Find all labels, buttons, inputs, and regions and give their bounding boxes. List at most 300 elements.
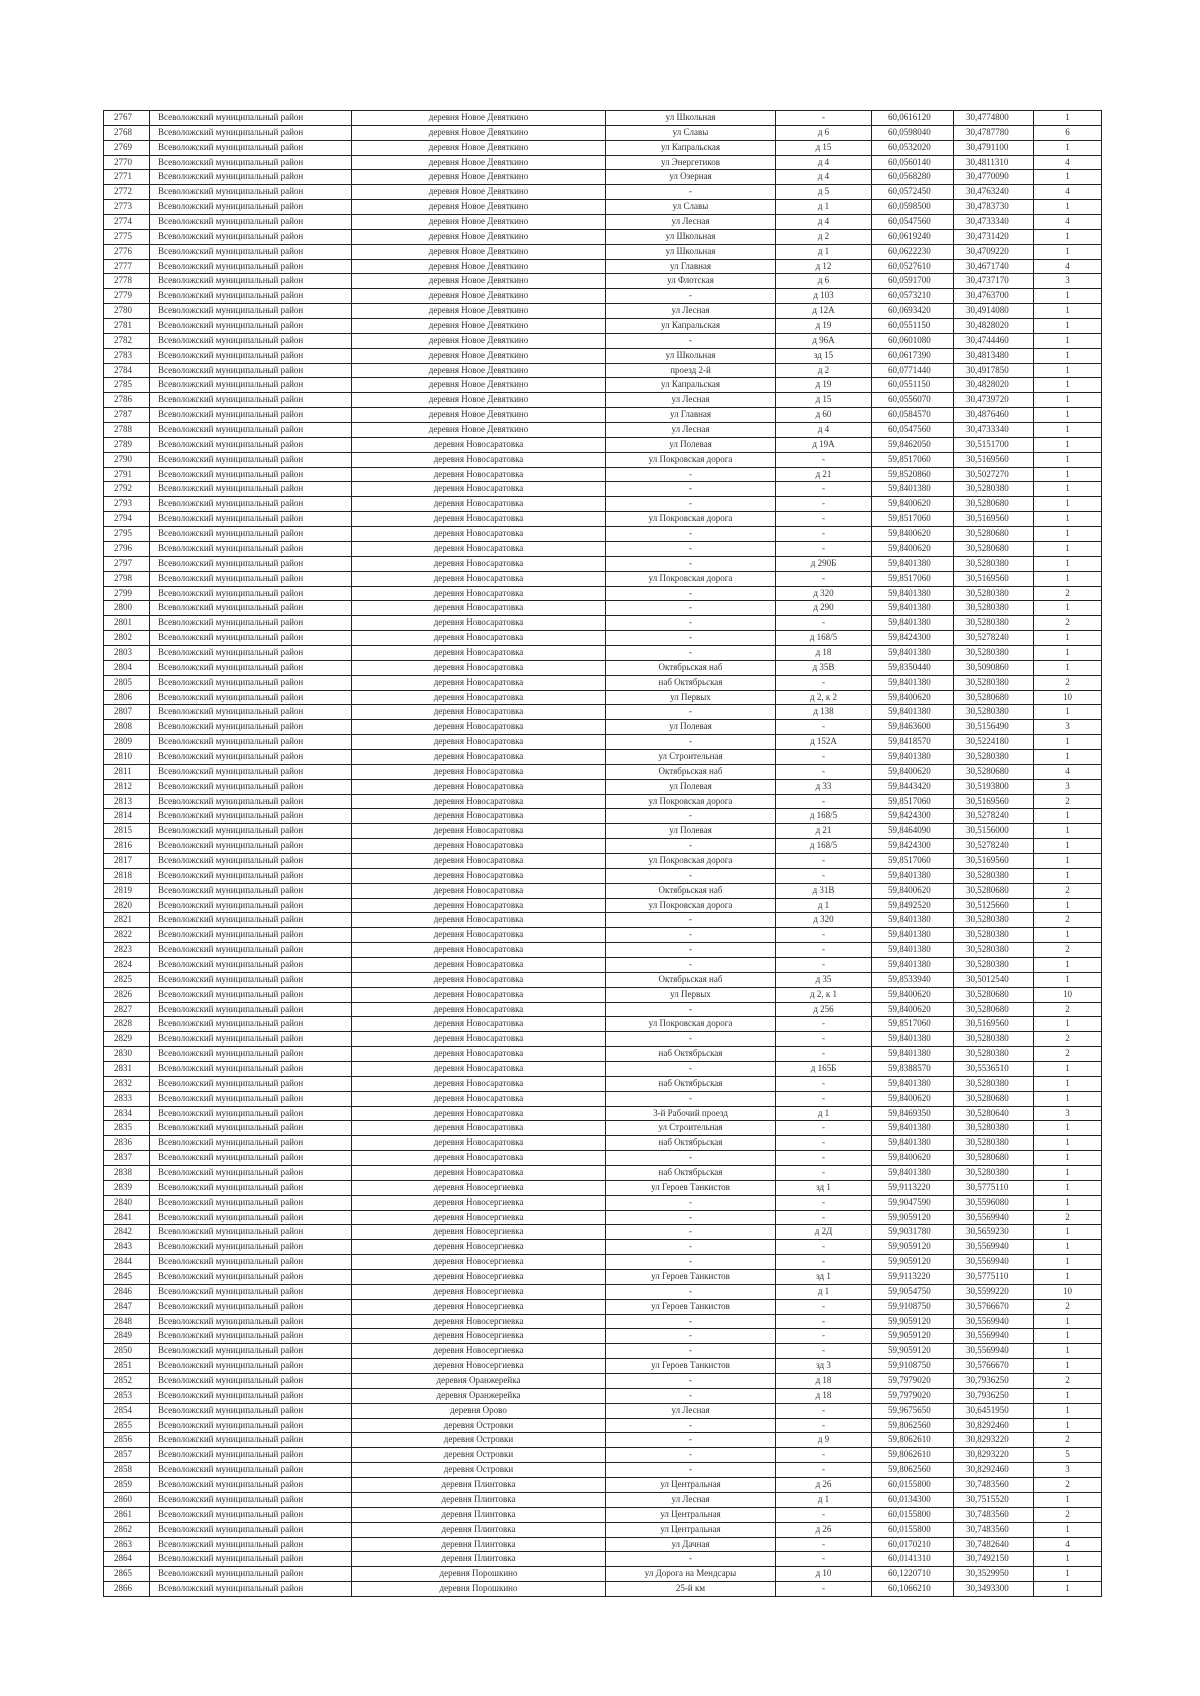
locality-cell: деревня Островки <box>352 1463 606 1478</box>
longitude-cell: 30,4811310 <box>954 155 1034 170</box>
locality-cell: деревня Новосаратовка <box>352 720 606 735</box>
count-cell: 1 <box>1034 1344 1102 1359</box>
street-cell: - <box>606 1255 776 1270</box>
street-cell: ул Капральская <box>606 378 776 393</box>
row-number-cell: 2811 <box>104 764 150 779</box>
street-cell: ул Покровская дорога <box>606 571 776 586</box>
table-row <box>104 452 1102 467</box>
latitude-cell: 59,8401380 <box>872 601 954 616</box>
count-cell: 3 <box>1034 1106 1102 1121</box>
longitude-cell: 30,7936250 <box>954 1374 1034 1389</box>
street-cell: ул Покровская дорога <box>606 853 776 868</box>
district-cell: Всеволожский муниципальный район <box>150 928 352 943</box>
locality-cell: деревня Новосаратовка <box>352 987 606 1002</box>
street-cell: ул Школьная <box>606 348 776 363</box>
latitude-cell: 59,8401380 <box>872 616 954 631</box>
house-cell: - <box>776 527 872 542</box>
house-cell: - <box>776 1210 872 1225</box>
district-cell: Всеволожский муниципальный район <box>150 527 352 542</box>
house-cell: - <box>776 512 872 527</box>
table-row <box>104 1240 1102 1255</box>
row-number-cell: 2864 <box>104 1552 150 1567</box>
locality-cell: деревня Новосаратовка <box>352 764 606 779</box>
row-number-cell: 2794 <box>104 512 150 527</box>
table-row <box>104 527 1102 542</box>
district-cell: Всеволожский муниципальный район <box>150 1062 352 1077</box>
longitude-cell: 30,4828020 <box>954 319 1034 334</box>
latitude-cell: 60,0527610 <box>872 259 954 274</box>
latitude-cell: 60,0601080 <box>872 333 954 348</box>
latitude-cell: 59,8400620 <box>872 1091 954 1106</box>
house-cell: д 290Б <box>776 556 872 571</box>
house-cell: - <box>776 1032 872 1047</box>
street-cell: ул Лесная <box>606 393 776 408</box>
longitude-cell: 30,8293220 <box>954 1448 1034 1463</box>
count-cell: 1 <box>1034 170 1102 185</box>
district-cell: Всеволожский муниципальный район <box>150 631 352 646</box>
latitude-cell: 60,0556070 <box>872 393 954 408</box>
latitude-cell: 59,8401380 <box>872 1166 954 1181</box>
house-cell: д 256 <box>776 1002 872 1017</box>
row-number-cell: 2835 <box>104 1121 150 1136</box>
district-cell: Всеволожский муниципальный район <box>150 1032 352 1047</box>
latitude-cell: 59,9113220 <box>872 1180 954 1195</box>
house-cell: - <box>776 1418 872 1433</box>
locality-cell: деревня Новосаратовка <box>352 1076 606 1091</box>
street-cell: - <box>606 1314 776 1329</box>
district-cell: Всеволожский муниципальный район <box>150 586 352 601</box>
district-cell: Всеволожский муниципальный район <box>150 1567 352 1582</box>
latitude-cell: 60,0560140 <box>872 155 954 170</box>
count-cell: 1 <box>1034 408 1102 423</box>
row-number-cell: 2803 <box>104 645 150 660</box>
table-row <box>104 482 1102 497</box>
locality-cell: деревня Новосаратовка <box>352 705 606 720</box>
row-number-cell: 2827 <box>104 1002 150 1017</box>
district-cell: Всеволожский муниципальный район <box>150 571 352 586</box>
district-cell: Всеволожский муниципальный район <box>150 645 352 660</box>
longitude-cell: 30,5280680 <box>954 690 1034 705</box>
count-cell: 2 <box>1034 1299 1102 1314</box>
row-number-cell: 2775 <box>104 229 150 244</box>
table-row <box>104 1106 1102 1121</box>
house-cell: - <box>776 541 872 556</box>
locality-cell: деревня Новосаратовка <box>352 1032 606 1047</box>
locality-cell: деревня Новосаратовка <box>352 631 606 646</box>
table-row <box>104 1076 1102 1091</box>
street-cell: наб Октябрьская <box>606 1136 776 1151</box>
table-row <box>104 735 1102 750</box>
house-cell: д 6 <box>776 125 872 140</box>
row-number-cell: 2862 <box>104 1522 150 1537</box>
table-row <box>104 586 1102 601</box>
latitude-cell: 59,8469350 <box>872 1106 954 1121</box>
latitude-cell: 59,8401380 <box>872 943 954 958</box>
street-cell: - <box>606 601 776 616</box>
house-cell: д 4 <box>776 423 872 438</box>
house-cell: д 1 <box>776 200 872 215</box>
row-number-cell: 2833 <box>104 1091 150 1106</box>
district-cell: Всеволожский муниципальный район <box>150 467 352 482</box>
longitude-cell: 30,4813480 <box>954 348 1034 363</box>
count-cell: 4 <box>1034 185 1102 200</box>
house-cell: - <box>776 1091 872 1106</box>
street-cell: ул Дачная <box>606 1537 776 1552</box>
house-cell: д 15 <box>776 140 872 155</box>
row-number-cell: 2859 <box>104 1478 150 1493</box>
count-cell: 1 <box>1034 1240 1102 1255</box>
longitude-cell: 30,5151700 <box>954 437 1034 452</box>
longitude-cell: 30,5280680 <box>954 764 1034 779</box>
latitude-cell: 59,8464090 <box>872 824 954 839</box>
locality-cell: деревня Новое Девяткино <box>352 408 606 423</box>
street-cell: - <box>606 943 776 958</box>
house-cell: д 96А <box>776 333 872 348</box>
street-cell: - <box>606 333 776 348</box>
longitude-cell: 30,4791100 <box>954 140 1034 155</box>
locality-cell: деревня Новое Девяткино <box>352 274 606 289</box>
table-row <box>104 883 1102 898</box>
count-cell: 1 <box>1034 497 1102 512</box>
row-number-cell: 2767 <box>104 111 150 126</box>
longitude-cell: 30,5569940 <box>954 1314 1034 1329</box>
locality-cell: деревня Новосаратовка <box>352 868 606 883</box>
locality-cell: деревня Новосергиевка <box>352 1210 606 1225</box>
latitude-cell: 59,8463600 <box>872 720 954 735</box>
count-cell: 1 <box>1034 1136 1102 1151</box>
latitude-cell: 59,8400620 <box>872 764 954 779</box>
row-number-cell: 2796 <box>104 541 150 556</box>
street-cell: ул Первых <box>606 987 776 1002</box>
locality-cell: деревня Новосаратовка <box>352 482 606 497</box>
locality-cell: деревня Новосаратовка <box>352 1047 606 1062</box>
house-cell: д 1 <box>776 1492 872 1507</box>
latitude-cell: 60,0584570 <box>872 408 954 423</box>
table-row <box>104 972 1102 987</box>
latitude-cell: 59,8062560 <box>872 1418 954 1433</box>
longitude-cell: 30,5280680 <box>954 1151 1034 1166</box>
locality-cell: деревня Новосаратовка <box>352 586 606 601</box>
count-cell: 1 <box>1034 1329 1102 1344</box>
locality-cell: деревня Новосаратовка <box>352 779 606 794</box>
locality-cell: деревня Новосаратовка <box>352 1017 606 1032</box>
count-cell: 1 <box>1034 868 1102 883</box>
house-cell: д 320 <box>776 586 872 601</box>
count-cell: 1 <box>1034 1582 1102 1597</box>
street-cell: - <box>606 928 776 943</box>
count-cell: 1 <box>1034 244 1102 259</box>
street-cell: ул Покровская дорога <box>606 794 776 809</box>
latitude-cell: 60,0141310 <box>872 1552 954 1567</box>
district-cell: Всеволожский муниципальный район <box>150 660 352 675</box>
row-number-cell: 2780 <box>104 304 150 319</box>
street-cell: ул Героев Танкистов <box>606 1180 776 1195</box>
row-number-cell: 2832 <box>104 1076 150 1091</box>
house-cell: д 10 <box>776 1567 872 1582</box>
street-cell: - <box>606 645 776 660</box>
street-cell: - <box>606 1240 776 1255</box>
house-cell: - <box>776 1329 872 1344</box>
table-row <box>104 1433 1102 1448</box>
latitude-cell: 60,0771440 <box>872 363 954 378</box>
locality-cell: деревня Новое Девяткино <box>352 363 606 378</box>
house-cell: д 2 <box>776 363 872 378</box>
street-cell: Октябрьская наб <box>606 883 776 898</box>
street-cell: ул Полевая <box>606 437 776 452</box>
latitude-cell: 59,8418570 <box>872 735 954 750</box>
row-number-cell: 2771 <box>104 170 150 185</box>
latitude-cell: 59,8424300 <box>872 809 954 824</box>
count-cell: 10 <box>1034 987 1102 1002</box>
locality-cell: деревня Новосаратовка <box>352 527 606 542</box>
table-row <box>104 1567 1102 1582</box>
house-cell: д 1 <box>776 1106 872 1121</box>
table-row <box>104 1225 1102 1240</box>
longitude-cell: 30,4731420 <box>954 229 1034 244</box>
table-row <box>104 1091 1102 1106</box>
street-cell: ул Лесная <box>606 1492 776 1507</box>
count-cell: 1 <box>1034 631 1102 646</box>
latitude-cell: 59,8401380 <box>872 1121 954 1136</box>
longitude-cell: 30,5027270 <box>954 467 1034 482</box>
count-cell: 2 <box>1034 586 1102 601</box>
count-cell: 1 <box>1034 853 1102 868</box>
table-row <box>104 957 1102 972</box>
latitude-cell: 59,9675650 <box>872 1403 954 1418</box>
table-row <box>104 690 1102 705</box>
table-row <box>104 348 1102 363</box>
row-number-cell: 2772 <box>104 185 150 200</box>
district-cell: Всеволожский муниципальный район <box>150 1255 352 1270</box>
street-cell: Октябрьская наб <box>606 764 776 779</box>
latitude-cell: 59,8517060 <box>872 853 954 868</box>
street-cell: ул Дорога на Мендсары <box>606 1567 776 1582</box>
table-row <box>104 1121 1102 1136</box>
house-cell: - <box>776 1582 872 1597</box>
district-cell: Всеволожский муниципальный район <box>150 1492 352 1507</box>
house-cell: д 19А <box>776 437 872 452</box>
latitude-cell: 60,0568280 <box>872 170 954 185</box>
latitude-cell: 59,8443420 <box>872 779 954 794</box>
count-cell: 1 <box>1034 1418 1102 1433</box>
latitude-cell: 60,0551150 <box>872 378 954 393</box>
district-cell: Всеволожский муниципальный район <box>150 452 352 467</box>
longitude-cell: 30,5569940 <box>954 1240 1034 1255</box>
locality-cell: деревня Новое Девяткино <box>352 155 606 170</box>
locality-cell: деревня Новосаратовка <box>352 1062 606 1077</box>
count-cell: 1 <box>1034 467 1102 482</box>
latitude-cell: 59,8401380 <box>872 645 954 660</box>
longitude-cell: 30,5280380 <box>954 645 1034 660</box>
locality-cell: деревня Новосаратовка <box>352 1166 606 1181</box>
longitude-cell: 30,3493300 <box>954 1582 1034 1597</box>
street-cell: ул Лесная <box>606 215 776 230</box>
row-number-cell: 2809 <box>104 735 150 750</box>
street-cell: ул Энергетиков <box>606 155 776 170</box>
house-cell: - <box>776 1403 872 1418</box>
row-number-cell: 2777 <box>104 259 150 274</box>
street-cell: - <box>606 556 776 571</box>
table-row <box>104 1180 1102 1195</box>
row-number-cell: 2784 <box>104 363 150 378</box>
house-cell: д 138 <box>776 705 872 720</box>
locality-cell: деревня Новосергиевка <box>352 1180 606 1195</box>
row-number-cell: 2773 <box>104 200 150 215</box>
house-cell: - <box>776 571 872 586</box>
street-cell: ул Героев Танкистов <box>606 1270 776 1285</box>
locality-cell: деревня Новосергиевка <box>352 1255 606 1270</box>
row-number-cell: 2817 <box>104 853 150 868</box>
house-cell: - <box>776 853 872 868</box>
street-cell: - <box>606 631 776 646</box>
latitude-cell: 59,8401380 <box>872 1076 954 1091</box>
district-cell: Всеволожский муниципальный район <box>150 1403 352 1418</box>
house-cell: - <box>776 1507 872 1522</box>
table-row <box>104 393 1102 408</box>
house-cell: - <box>776 1121 872 1136</box>
street-cell: ул Флотская <box>606 274 776 289</box>
street-cell: - <box>606 1284 776 1299</box>
district-cell: Всеволожский муниципальный район <box>150 1121 352 1136</box>
row-number-cell: 2840 <box>104 1195 150 1210</box>
locality-cell: деревня Новосаратовка <box>352 541 606 556</box>
count-cell: 1 <box>1034 1091 1102 1106</box>
table-row <box>104 319 1102 334</box>
table-row <box>104 467 1102 482</box>
latitude-cell: 59,8401380 <box>872 556 954 571</box>
latitude-cell: 59,8517060 <box>872 571 954 586</box>
district-cell: Всеволожский муниципальный район <box>150 319 352 334</box>
latitude-cell: 59,9059120 <box>872 1210 954 1225</box>
house-cell: д 4 <box>776 155 872 170</box>
district-cell: Всеволожский муниципальный район <box>150 1507 352 1522</box>
house-cell: - <box>776 1240 872 1255</box>
street-cell: - <box>606 1388 776 1403</box>
row-number-cell: 2854 <box>104 1403 150 1418</box>
latitude-cell: 59,8401380 <box>872 928 954 943</box>
row-number-cell: 2769 <box>104 140 150 155</box>
count-cell: 1 <box>1034 556 1102 571</box>
district-cell: Всеволожский муниципальный район <box>150 348 352 363</box>
latitude-cell: 60,0155800 <box>872 1507 954 1522</box>
district-cell: Всеволожский муниципальный район <box>150 170 352 185</box>
district-cell: Всеволожский муниципальный район <box>150 601 352 616</box>
count-cell: 1 <box>1034 1492 1102 1507</box>
longitude-cell: 30,7483560 <box>954 1478 1034 1493</box>
street-cell: ул Главная <box>606 408 776 423</box>
count-cell: 1 <box>1034 735 1102 750</box>
district-cell: Всеволожский муниципальный район <box>150 333 352 348</box>
latitude-cell: 59,8424300 <box>872 631 954 646</box>
count-cell: 1 <box>1034 423 1102 438</box>
count-cell: 1 <box>1034 378 1102 393</box>
locality-cell: деревня Новосаратовка <box>352 1121 606 1136</box>
longitude-cell: 30,4917850 <box>954 363 1034 378</box>
longitude-cell: 30,5156490 <box>954 720 1034 735</box>
district-cell: Всеволожский муниципальный район <box>150 229 352 244</box>
locality-cell: деревня Новосаратовка <box>352 809 606 824</box>
table-row <box>104 215 1102 230</box>
house-cell: д 290 <box>776 601 872 616</box>
locality-cell: деревня Новое Девяткино <box>352 140 606 155</box>
longitude-cell: 30,5766670 <box>954 1299 1034 1314</box>
district-cell: Всеволожский муниципальный район <box>150 1180 352 1195</box>
count-cell: 1 <box>1034 957 1102 972</box>
district-cell: Всеволожский муниципальный район <box>150 1270 352 1285</box>
longitude-cell: 30,5224180 <box>954 735 1034 750</box>
street-cell: - <box>606 957 776 972</box>
locality-cell: деревня Новое Девяткино <box>352 348 606 363</box>
longitude-cell: 30,5280680 <box>954 541 1034 556</box>
district-cell: Всеволожский муниципальный район <box>150 1582 352 1597</box>
row-number-cell: 2865 <box>104 1567 150 1582</box>
row-number-cell: 2816 <box>104 839 150 854</box>
longitude-cell: 30,5090860 <box>954 660 1034 675</box>
street-cell: - <box>606 1032 776 1047</box>
longitude-cell: 30,4828020 <box>954 378 1034 393</box>
latitude-cell: 59,8062560 <box>872 1463 954 1478</box>
row-number-cell: 2788 <box>104 423 150 438</box>
table-row <box>104 1522 1102 1537</box>
table-row <box>104 1314 1102 1329</box>
house-cell: д 2 <box>776 229 872 244</box>
row-number-cell: 2842 <box>104 1225 150 1240</box>
longitude-cell: 30,5278240 <box>954 809 1034 824</box>
district-cell: Всеволожский муниципальный район <box>150 690 352 705</box>
house-cell: д 1 <box>776 898 872 913</box>
row-number-cell: 2807 <box>104 705 150 720</box>
table-row <box>104 1478 1102 1493</box>
house-cell: - <box>776 720 872 735</box>
count-cell: 3 <box>1034 720 1102 735</box>
count-cell: 2 <box>1034 1047 1102 1062</box>
longitude-cell: 30,5659230 <box>954 1225 1034 1240</box>
count-cell: 3 <box>1034 274 1102 289</box>
table-row <box>104 304 1102 319</box>
longitude-cell: 30,7515520 <box>954 1492 1034 1507</box>
table-row <box>104 645 1102 660</box>
latitude-cell: 59,9031780 <box>872 1225 954 1240</box>
locality-cell: деревня Новосаратовка <box>352 1002 606 1017</box>
latitude-cell: 60,0170210 <box>872 1537 954 1552</box>
count-cell: 4 <box>1034 215 1102 230</box>
table-row <box>104 170 1102 185</box>
table-row <box>104 111 1102 126</box>
count-cell: 2 <box>1034 1433 1102 1448</box>
count-cell: 5 <box>1034 1448 1102 1463</box>
latitude-cell: 59,8401380 <box>872 586 954 601</box>
house-cell: - <box>776 928 872 943</box>
district-cell: Всеволожский муниципальный район <box>150 363 352 378</box>
longitude-cell: 30,5775110 <box>954 1180 1034 1195</box>
district-cell: Всеволожский муниципальный район <box>150 987 352 1002</box>
district-cell: Всеволожский муниципальный район <box>150 125 352 140</box>
district-cell: Всеволожский муниципальный район <box>150 1106 352 1121</box>
count-cell: 1 <box>1034 1017 1102 1032</box>
locality-cell: деревня Новое Девяткино <box>352 423 606 438</box>
count-cell: 1 <box>1034 809 1102 824</box>
street-cell: - <box>606 735 776 750</box>
locality-cell: деревня Новосаратовка <box>352 735 606 750</box>
table-row <box>104 437 1102 452</box>
latitude-cell: 59,8401380 <box>872 868 954 883</box>
row-number-cell: 2851 <box>104 1359 150 1374</box>
row-number-cell: 2848 <box>104 1314 150 1329</box>
district-cell: Всеволожский муниципальный район <box>150 1388 352 1403</box>
row-number-cell: 2843 <box>104 1240 150 1255</box>
locality-cell: деревня Новосаратовка <box>352 972 606 987</box>
table-row <box>104 913 1102 928</box>
